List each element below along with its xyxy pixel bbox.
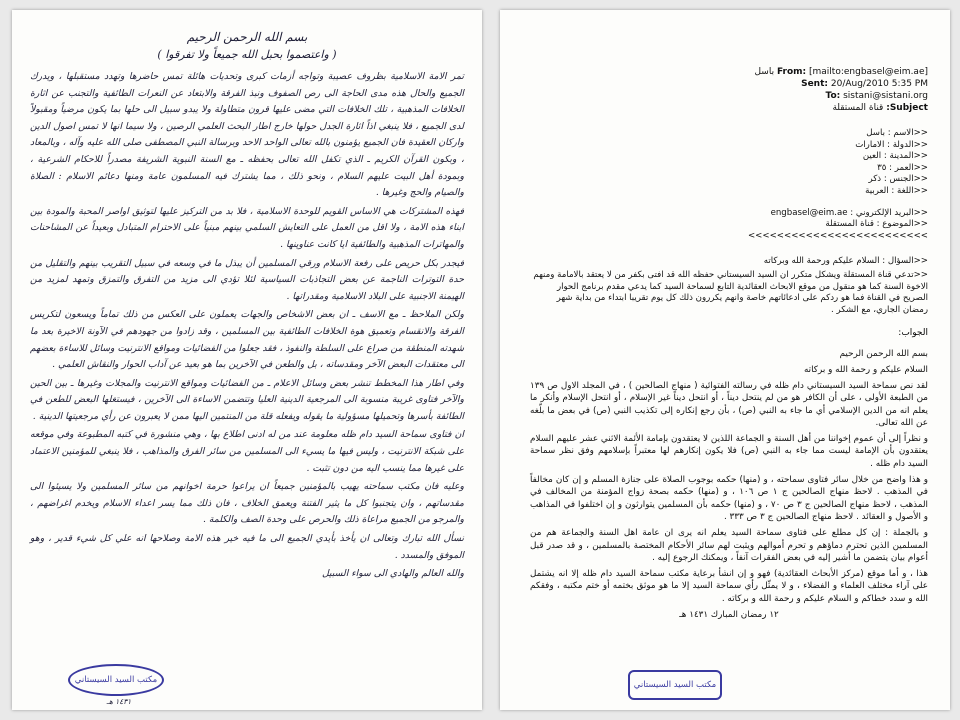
- field-name: <<الاسم : باسل: [866, 128, 928, 138]
- letter-paragraph: نسأل الله تبارك وتعالى ان يأخذ بأيدي الجميع الى ما فيه خير هذه الامة وصلاحها انه علي كل شيء قدير ، وهو الموفق والمسدد .: [30, 533, 464, 561]
- answer-paragraph: بسم الله الرحمن الرحيم: [839, 349, 928, 360]
- field-gender: <<الجنس : ذكر: [868, 174, 928, 185]
- letter-date: ١٤٣١ هـ: [106, 697, 132, 706]
- answer-paragraph: السلام عليكم و رحمة الله و بركاته: [803, 364, 928, 375]
- email-header-from: From: [mailto:engbasel@eim.ae] باسل: [754, 67, 928, 77]
- letter-body: [30, 69, 464, 564]
- letter-paragraph: تمر الامة الاسلامية بظروف عصيبة وتواجه أزمات كبرى وتحديات هائلة تمس حاضرها وتهدد مستقبلها ، ويدرك الجميع والحال هذه مدى الحاجة الى رص الصفوف ونبذ الفرقة والابتعاد عن النعرات الطائفية والتجنب عن اثارة الخلافات المذهبية ، تلك الخلافات التي مضى عليها قرون متطاولة ولا يبدو سبيل الى حلها بما يكون مرضياً ومقبولاً لدى الجميع ، فلا ينبغي اذاً اثارة الجدل حولها خارج اطار البحث العلمي الرصين ، ولا سيما انها لا تمس اصول الدين واركان العقيدة فان الجميع يؤمنون بالله تعالى الواحد الاحد وبرسالة النبي المصطفى صلى الله عليه وآله ، وبالمعاد ، وبكون القرآن الكريم ـ الذي تكفل الله تعالى بحفظه ـ مع السنة النبوية الشريفة مصدراً للاحكام الشرعية ، وبمودة أهل البيت عليهم السلام ، ونحو ذلك ، مما يشترك فيه المسلمون عامة ومنها دعائم الاسلام : الصلاة والصيام والحج وغيرها .: [30, 71, 464, 199]
- letter-paragraph: فهذه المشتركات هي الاساس القويم للوحدة الاسلامية ، فلا بد من التركيز عليها لتوثيق اواصر المحبة والمودة بين ابناء هذه الامة ، ولا اقل من العمل على التعايش السلمي بينهم مبنياً على الاحترام المتبادل وبعيداً عن المشاحنات والمهاترات المذهبية والطائفية ايا كانت عناوينها .: [30, 205, 464, 250]
- question-greeting: <<السؤال : السلام عليكم ورحمة الله وبركاته: [763, 256, 928, 267]
- letter-paragraph: ان فتاوى سماحة السيد دام ظله معلومة عند من له ادنى اطلاع بها ، وهي منشورة في كتبه المطبوعة وفي موقعه على شبكة الانترنيت ، وليس فيها ما يسيء الى المسلمين من سائر الفرق والمذاهب ، فلا ينبغي للمؤمنين الاعتماد على غيرها مما ينسب اليه من دون تثبت .: [30, 429, 464, 474]
- answer-paragraph: و نظراً إلى أن عموم إخواننا من أهل السنة و الجماعة اللذين لا يعتقدون بإمامة الأئمة الاثني عشر عليهم السلام يعتقدون بأن الإمامة ليست مما جاء به النبي (ص) فلا يكون إنكارهم لها معتبراً بإسلامهم وفق نظر سماحة السيد دام ظله .: [530, 433, 928, 470]
- field-email: <<البريد الإلكتروني : engbasel@eim.ae: [770, 207, 928, 218]
- email-header-sent: Sent: 20/Aug/2010 5:35 PM: [801, 79, 928, 89]
- basmala-heading: بسم الله الرحمن الرحيم: [186, 30, 308, 44]
- field-country: <<الدولة : الامارات: [855, 139, 928, 150]
- answer-block: [530, 348, 928, 621]
- letter-paragraph: وعليه فان مكتب سماحته يهيب بالمؤمنين جميعاً ان يراعوا حرمة اخوانهم من سائر المسلمين ولا يسيئوا الى مقدساتهم ، وان يتجنبوا كل ما يثير الفتنة ويعمق الخلاف ، فان ذلك مما يسر اعداء الاسلام ويخدم اغراضهم ، والمرجو من الجميع مراعاة ذلك والحرص على وحدة الصف والكلمة .: [30, 481, 464, 526]
- email-header-to: To: sistani@sistani.org: [825, 91, 928, 101]
- quran-verse: ( واعتصموا بحبل الله جميعاً ولا تفرقوا ): [157, 48, 337, 61]
- handwritten-letter-page: [12, 10, 482, 710]
- answer-label: الجواب:: [898, 328, 928, 339]
- field-subject: <<الموضوع : قناة المستقلة: [825, 219, 928, 230]
- answer-paragraph: لقد نص سماحة السيد السيستاني دام ظله في رسالته الفتوائية ( منهاج الصالحين ) ، في المجلد الاول ص ١٣٩ من الطبعة الأولى ، على أن الكافر هو من لم ينتحل ديناً ، أو انتحل ديناً غير الإسلام ، أو انتحل الإسلام وأنكر ما يعلم انه من الدين الإسلامي أي ما جاء به النبي (ص) ، بأن رجع إنكاره إلى تكذيب النبي (ص) في بعض ما بلّغه عن الله تعالى.: [530, 380, 928, 429]
- letter-closing: والله العالم والهادي الى سواء السبيل: [321, 568, 464, 580]
- sender-fields: [530, 128, 928, 242]
- email-header-subject: Subject: قناة المستقلة: [832, 103, 928, 113]
- question-block: [530, 256, 928, 316]
- email-reply-page: [500, 10, 950, 710]
- answer-date: ١٢ رمضان المبارك ١٤٣١ هـ: [679, 609, 779, 620]
- answer-paragraph: و هذا واضح من خلال سائر فتاوى سماحته ، و (منها) حكمه بوجوب الصلاة على جنازة المسلم و إن كان مخالفاً في المذهب . لاحظ منهاج الصالحين ج ١ ص ١٠٦ ، و (منها) حكمه بصحة زواج المؤمنة من المخالف في المذهب ، لاحظ منهاج الصالحين ج ٣ ص ٧٠ ، و (منها) حكمه بأن المسلمين يتوارثون و إن اختلفوا في المذاهب و الأصول و العقائد . لاحظ منهاج الصالحين ج ٣ ص ٣٣٣ .: [530, 474, 929, 523]
- email-header: [530, 66, 928, 114]
- letter-paragraph: فيجدر بكل حريص على رفعة الاسلام ورقي المسلمين أن يبذل ما في وسعه في سبيل التقريب بينهم والتقليل من حدة التوترات الناجمة عن بعض التجاذبات السياسية لئلا تؤدي الى مزيد من التفرق والتمزق وتمهد لمزيد من الهيمنة الاجنبية على البلاد الاسلامية ومقدراتها .: [30, 257, 464, 302]
- letter-paragraph: ولكن الملاحظ ـ مع الاسف ـ ان بعض الاشخاص والجهات يعملون على العكس من ذلك تماماً ويسعون لتكريس الفرقة والانقسام وتعميق هوة الخلافات الطائفية بين المسلمين ، وقد زادوا من جهودهم في الآونة الاخيرة بعد ما شهدته المنطقة من صراع على السلطة والنفوذ ، فقد جعلوا من الفضائيات ومواقع الانترنيت وسائل للاساءة بعضهم الى معتقدات البعض الآخر ومقدساته ، بل والطعن في الآخرين بما هو بعيد عن آداب الحوار والنقاش العلمي .: [30, 309, 464, 371]
- answer-paragraph: هذا ، و أما موقع (مركز الأبحاث العقائدية) فهو و إن انشأ برعاية مكتب سماحة السيد دام ظله إلا انه يشتمل على آراء مختلف العلماء و الفضلاء ، و لا يمثّل رأي سماحة السيد إلا ما هو موثق بختمه أو ختم مكتبه ، وفقكم الله و سدد خطاكم و السلام عليكم و رحمة الله و بركاته .: [530, 568, 928, 604]
- separator: >>>>>>>>>>>>>>>>>>>>>>>>>: [747, 230, 928, 241]
- field-language: <<اللغة : العربية: [865, 185, 928, 196]
- field-age: <<العمر : ٣٥: [877, 162, 928, 173]
- question-text: <<تدعي قناة المستقلة ويشكل متكرر ان السيد السيستاني حفظه الله قد افتى بكفر من لا يعتقد بالامامة ومنهم الاخوة السنة كما هو منقول من موقع الابحاث العقائدية التابع لسماحة السيد كما يدعي مقدم برنامج الحوار الصريح في القناة فما هو ردكم على ادعائاتهم خاصة وانهم يكررون ذلك كل يوم تقريبا ابتداء من بداية شهر رمضان الجاري، مع الشكر .: [533, 269, 928, 315]
- field-city: <<المدينة : العين: [862, 151, 928, 162]
- office-stamp: مكتب السيد السيستاني: [628, 670, 722, 700]
- letter-paragraph: وفي اطار هذا المخطط تنشر بعض وسائل الاعلام ـ من الفضائيات ومواقع الانترنيت والمجلات وغيرها ـ بين الحين والآخر فتاوى غريبة منسوبة الى المرجعية الدينية العليا وتتضمن الاساءة الى الآخرين ، فيستغلها البعض للطعن في الطائفة بأسرها وتحميلها مسؤولية ما يقوله ويفعله قلة من المنتمين اليها ممن لا يعبرون عن رأي مرجعيتها الدينية .: [30, 377, 464, 422]
- office-stamp: مكتب السيد السيستاني: [68, 664, 164, 696]
- answer-paragraph: و بالجملة : إن كل مطلع على فتاوى سماحة السيد يعلم انه يرى ان عامة اهل السنة والجماعة هم من المسلمين الذين تحترم دماؤهم و تحرم أموالهم ويثبت لهم سائر الأحكام المختصة بالمسلمين ، و قد صدر قبل أعوام بيان يتضمن ما أشير إليه في بعض الفقرات آنفاً ، ويمكنك الرجوع إليه .: [530, 528, 928, 564]
